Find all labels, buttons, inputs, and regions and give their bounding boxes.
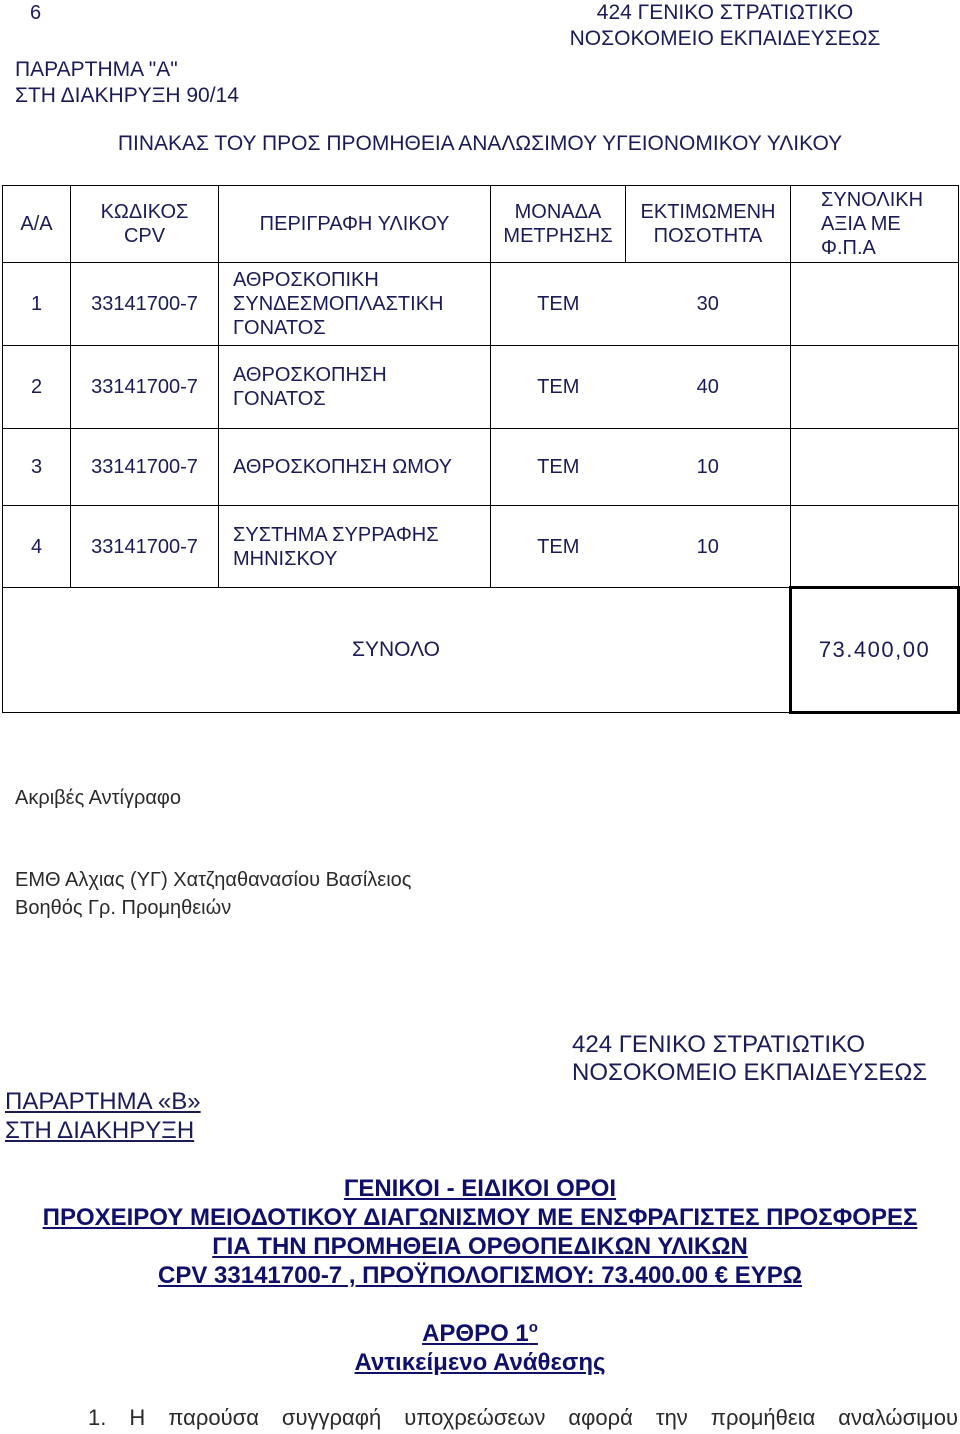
row-description: ΣΥΣΤΗΜΑ ΣΥΡΡΑΦΗΣ ΜΗΝΙΣΚΟΥ	[219, 506, 491, 588]
article-heading-block	[0, 1319, 960, 1377]
annex-title: ΠΑΡΑΡΤΗΜΑ "Α"	[15, 58, 178, 81]
table-row	[3, 429, 959, 506]
row-aa: 2	[3, 346, 71, 429]
header-aa: Α/Α	[3, 186, 71, 263]
row-description: ΑΘΡΟΣΚΟΠΗΣΗ ΩΜΟΥ	[219, 429, 491, 506]
signer-name: ΕΜΘ Αλχιας (ΥΓ) Χατζηαθανασίου Βασίλειος	[15, 869, 412, 891]
table-row	[3, 346, 959, 429]
total-value: 73.400,00	[791, 588, 959, 713]
organization-header	[572, 1031, 927, 1087]
annex-title: ΠΑΡΑΡΤΗΜΑ «Β»	[5, 1088, 201, 1115]
row-unit: ΤΕΜ	[491, 263, 626, 346]
annex-reference: ΣΤΗ ΔΙΑΚΗΡΥΞΗ	[5, 1117, 195, 1144]
row-description: ΑΘΡΟΣΚΟΠΙΚΗ ΣΥΝΔΕΣΜΟΠΛΑΣΤΙΚΗ ΓΟΝΑΤΟΣ	[219, 263, 491, 346]
header-unit: ΜΟΝΑΔΑ ΜΕΤΡΗΣΗΣ	[491, 186, 626, 263]
row-cpv-code: 33141700-7	[71, 346, 219, 429]
row-unit: ΤΕΜ	[491, 429, 626, 506]
annex-reference: ΣΤΗ ΔΙΑΚΗΡΥΞΗ 90/14	[15, 84, 239, 107]
organization-name-line: 424 ΓΕΝΙΚΟ ΣΤΡΑΤΙΩΤΙΚΟ	[596, 1, 854, 24]
row-description: ΑΘΡΟΣΚΟΠΗΣΗ ΓΟΝΑΤΟΣ	[219, 346, 491, 429]
article-number	[0, 1319, 960, 1348]
table-title: ΠΙΝΑΚΑΣ ΤΟΥ ΠΡΟΣ ΠΡΟΜΗΘΕΙΑ ΑΝΑΛΩΣΙΜΟΥ ΥΓΕΙΟΝΟΜΙΚΟΥ ΥΛΙΚΟΥ	[117, 132, 843, 155]
terms-subheading: CPV 33141700-7 , ΠΡΟΫΠΟΛΟΓΙΣΜΟΥ: 73.400.00 € ΕΥΡΩ	[158, 1262, 802, 1289]
row-quantity: 10	[626, 506, 791, 588]
annex-a-label	[15, 57, 239, 109]
row-unit: ΤΕΜ	[491, 346, 626, 429]
article-paragraph: 1. Η παρούσα συγγραφή υποχρεώσεων αφορά την προμήθεια αναλώσιμου	[88, 1405, 958, 1430]
row-total-value	[791, 429, 959, 506]
row-unit: ΤΕΜ	[491, 506, 626, 588]
header-quantity: ΕΚΤΙΜΩΜΕΝΗ ΠΟΣΟΤΗΤΑ	[626, 186, 791, 263]
signature-block	[15, 866, 411, 922]
table-total-row	[3, 588, 959, 713]
row-aa: 4	[3, 506, 71, 588]
header-total-value: ΣΥΝΟΛΙΚΗ ΑΞΙΑ ΜΕ Φ.Π.Α	[791, 186, 959, 263]
items-table	[2, 185, 960, 714]
article-label: ΑΡΘΡΟ 1	[422, 1320, 529, 1347]
article-title: Αντικείμενο Ανάθεσης	[354, 1349, 606, 1376]
row-total-value	[791, 506, 959, 588]
certified-copy-note: Ακριβές Αντίγραφο	[15, 787, 182, 809]
row-quantity: 30	[626, 263, 791, 346]
article-ordinal: ο	[528, 1319, 538, 1336]
organization-name-line: ΝΟΣΟΚΟΜΕΙΟ ΕΚΠΑΙΔΕΥΣΕΩΣ	[572, 1059, 928, 1086]
table-row	[3, 263, 959, 346]
total-label: ΣΥΝΟΛΟ	[3, 588, 791, 713]
terms-subheading: ΠΡΟΧΕΙΡΟΥ ΜΕΙΟΔΟΤΙΚΟΥ ΔΙΑΓΩΝΙΣΜΟΥ ΜΕ ΕΝΣΦΡΑΓΙΣΤΕΣ ΠΡΟΣΦΟΡΕΣ	[42, 1204, 918, 1231]
row-quantity: 40	[626, 346, 791, 429]
terms-subheading: ΓΙΑ ΤΗΝ ΠΡΟΜΗΘΕΙΑ ΟΡΘΟΠΕΔΙΚΩΝ ΥΛΙΚΩΝ	[212, 1233, 748, 1260]
organization-name-line: ΝΟΣΟΚΟΜΕΙΟ ΕΚΠΑΙΔΕΥΣΕΩΣ	[569, 27, 881, 50]
annex-b-label	[5, 1087, 201, 1145]
table-row	[3, 506, 959, 588]
row-cpv-code: 33141700-7	[71, 506, 219, 588]
row-aa: 1	[3, 263, 71, 346]
terms-heading-block	[0, 1174, 960, 1290]
row-cpv-code: 33141700-7	[71, 429, 219, 506]
signer-role: Βοηθός Γρ. Προμηθειών	[15, 897, 232, 919]
row-total-value	[791, 263, 959, 346]
header-description: ΠΕΡΙΓΡΑΦΗ ΥΛΙΚΟΥ	[219, 186, 491, 263]
row-quantity: 10	[626, 429, 791, 506]
page-number: 6	[30, 2, 42, 24]
header-cpv-code: ΚΩΔΙΚΟΣ CPV	[71, 186, 219, 263]
row-aa: 3	[3, 429, 71, 506]
terms-heading: ΓΕΝΙΚΟΙ - ΕΙΔΙΚΟΙ ΟΡΟΙ	[343, 1175, 617, 1202]
row-total-value	[791, 346, 959, 429]
table-header-row	[3, 186, 959, 263]
organization-name-line: 424 ΓΕΝΙΚΟ ΣΤΡΑΤΙΩΤΙΚΟ	[572, 1031, 866, 1058]
row-cpv-code: 33141700-7	[71, 263, 219, 346]
organization-header	[540, 0, 910, 52]
